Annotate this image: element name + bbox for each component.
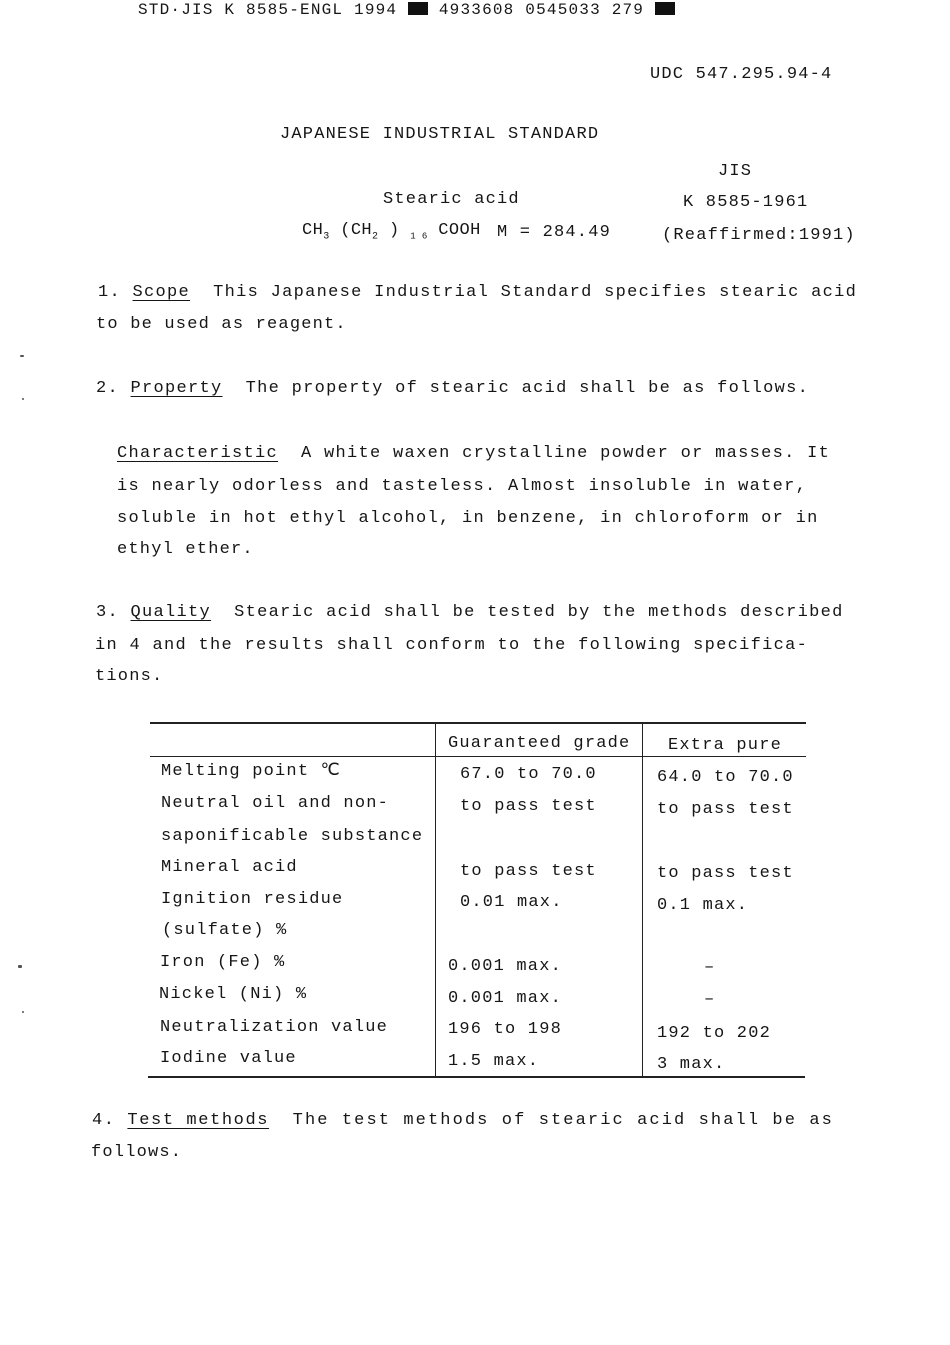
formula-subscript: 2: [372, 231, 379, 243]
table-cell-item: Nickel (Ni) %: [159, 985, 308, 1004]
table-header-extra-pure: Extra pure: [668, 736, 783, 755]
standard-title: JAPANESE INDUSTRIAL STANDARD: [280, 125, 600, 144]
table-cell-item: (sulfate) %: [162, 921, 288, 940]
table-cell-guaranteed: 0.001 max.: [448, 989, 563, 1008]
scope-text-line1: This Japanese Industrial Standard specifies stearic acid: [213, 283, 858, 302]
document-code-part1: STD·JIS K 8585-ENGL 1994: [138, 1, 398, 19]
characteristic-heading: Characteristic: [117, 444, 279, 463]
scan-speck: [22, 1011, 24, 1013]
table-cell-extra-pure: to pass test: [657, 864, 794, 883]
formula-part: ): [378, 221, 411, 240]
jis-number: K 8585-1961: [683, 193, 809, 212]
scope-heading: Scope: [132, 283, 191, 302]
quality-paragraph: [96, 603, 844, 623]
quality-text-line2: in 4 and the results shall conform to the following specifica-: [95, 636, 809, 655]
table-cell-guaranteed: 196 to 198: [448, 1020, 563, 1039]
characteristic-text-line2: is nearly odorless and tasteless. Almost insoluble in water,: [117, 477, 808, 496]
table-cell-guaranteed: 0.01 max.: [460, 893, 563, 912]
table-cell-extra-pure: 192 to 202: [657, 1024, 772, 1043]
scan-speck: [20, 355, 24, 357]
table-cell-guaranteed: 1.5 max.: [448, 1052, 540, 1071]
section-number: 2.: [96, 379, 120, 398]
table-cell-item: Melting point ℃: [161, 762, 341, 781]
table-cell-extra-pure: 0.1 max.: [657, 896, 749, 915]
table-cell-extra-pure: 64.0 to 70.0: [657, 768, 794, 787]
characteristic-text-line1: A white waxen crystalline powder or masses. It: [301, 444, 831, 463]
scan-speck: [22, 398, 24, 400]
black-block-mark-2: [655, 2, 675, 15]
property-paragraph: [96, 379, 809, 399]
document-code-part2: 4933608 0545033 279: [438, 1, 645, 19]
section-number: 3.: [96, 603, 120, 622]
jis-label: JIS: [718, 162, 753, 181]
table-cell-item: Ignition residue: [161, 890, 344, 909]
formula-subscript: 3: [323, 231, 330, 243]
substance-name: Stearic acid: [383, 190, 520, 209]
chemical-formula: [302, 221, 481, 247]
test-methods-text-line1: The test methods of stearic acid shall be as: [292, 1111, 834, 1130]
test-methods-heading: Test methods: [127, 1111, 270, 1130]
quality-text-line1: Stearic acid shall be tested by the methods described: [234, 603, 844, 622]
table-cell-extra-pure: 3 max.: [657, 1055, 726, 1074]
udc-number: UDC 547.295.94-4: [650, 65, 833, 84]
formula-part: (CH: [329, 221, 373, 240]
scope-paragraph: [98, 283, 857, 303]
table-top-rule: [150, 722, 806, 724]
test-methods-text-line2: follows.: [91, 1143, 183, 1162]
molar-mass: M = 284.49: [497, 223, 612, 242]
document-code: [138, 0, 675, 20]
table-cell-item: Neutral oil and non-: [161, 794, 390, 813]
table-cell-guaranteed: 67.0 to 70.0: [460, 765, 597, 784]
table-cell-extra-pure: –: [704, 990, 716, 1009]
table-cell-extra-pure: –: [704, 958, 716, 977]
characteristic-text-line4: ethyl ether.: [117, 540, 254, 559]
property-heading: Property: [130, 379, 223, 398]
table-cell-guaranteed: 0.001 max.: [448, 957, 563, 976]
table-cell-guaranteed: to pass test: [460, 797, 597, 816]
scope-text-line2: to be used as reagent.: [96, 315, 347, 334]
table-header-guaranteed-grade: Guaranteed grade: [448, 734, 631, 753]
section-number: 1.: [98, 283, 122, 302]
formula-part: COOH: [427, 221, 481, 240]
formula-subscript: 1 6: [410, 231, 428, 242]
table-column-rule-1: [435, 723, 436, 1077]
test-methods-paragraph: [92, 1111, 834, 1131]
table-header-rule: [150, 756, 806, 757]
table-cell-item: Mineral acid: [161, 858, 298, 877]
table-cell-guaranteed: to pass test: [460, 862, 597, 881]
table-bottom-rule: [148, 1076, 805, 1078]
formula-part: CH: [302, 221, 324, 240]
characteristic-text-line3: soluble in hot ethyl alcohol, in benzene, in chloroform or in: [117, 509, 819, 528]
table-cell-item: Iron (Fe) %: [160, 953, 286, 972]
table-column-rule-2: [642, 723, 643, 1077]
table-cell-item: Neutralization value: [160, 1018, 389, 1037]
table-cell-item: Iodine value: [160, 1049, 297, 1068]
black-block-mark: [408, 2, 428, 15]
characteristic-paragraph: [117, 444, 830, 464]
table-cell-extra-pure: to pass test: [657, 800, 794, 819]
section-number: 4.: [92, 1111, 116, 1130]
property-text-line1: The property of stearic acid shall be as follows.: [245, 379, 810, 398]
quality-text-line3: tions.: [95, 667, 164, 686]
quality-heading: Quality: [130, 603, 212, 622]
reaffirmed-date: (Reaffirmed:1991): [662, 226, 856, 245]
table-cell-item: saponificable substance: [161, 827, 424, 846]
scan-speck: [18, 965, 22, 968]
